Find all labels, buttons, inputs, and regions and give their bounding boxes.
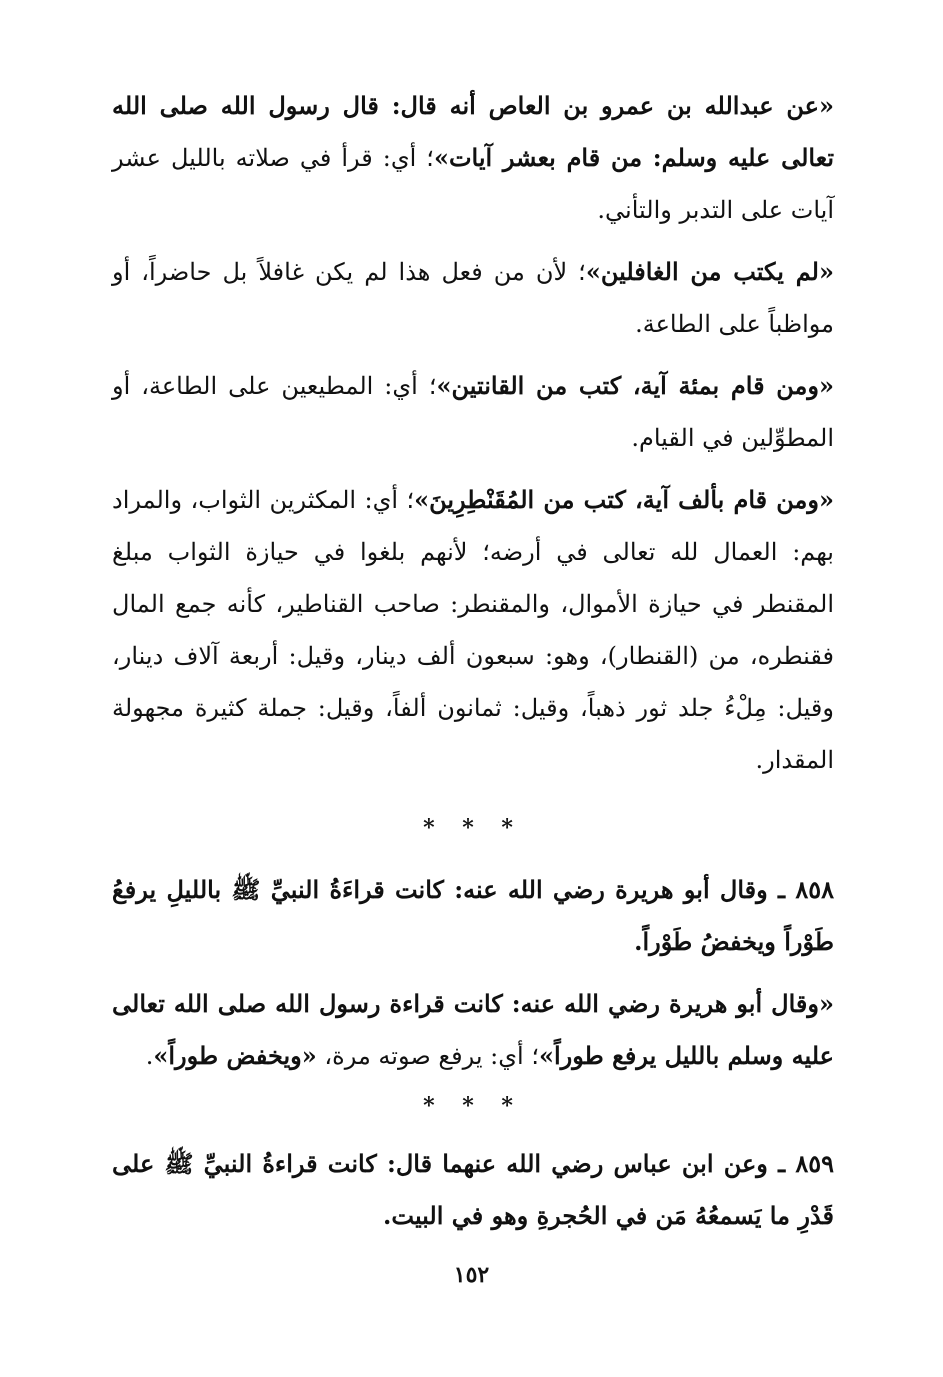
page-number: ١٥٢: [453, 1262, 490, 1288]
hadith-quote: «وقال أبو هريرة رضي الله عنه: كانت قراءة رسول الله صلى الله تعالى عليه وسلم بالليل يرفع طوراً»: [112, 989, 834, 1070]
hadith-quote: «لم يكتب من الغافلين»: [585, 257, 834, 286]
hadith-859: ٨٥٩ ـ وعن ابن عباس رضي الله عنهما قال: كانت قراءةُ النبيِّ ﷺ على قَدْرِ ما يَسمعُهُ مَن في الحُجرةِ وهو في البيت.: [112, 1149, 834, 1230]
hadith-quote: «ويخفض طوراً»: [153, 1041, 317, 1070]
commentary-text: ؛ أي: المطيعين على الطاعة، أو المطوِّلين في القيام.: [112, 372, 834, 452]
hadith-858: ٨٥٨ ـ وقال أبو هريرة رضي الله عنه: كانت قراءَةُ النبيِّ ﷺ بالليلِ يرفعُ طَوْراً ويخفضُ طَوْراً.: [112, 875, 834, 956]
paragraph-heedless: [112, 246, 834, 350]
page-body: [112, 80, 834, 1242]
hadith-quote: «ومن قام بألف آية، كتب من المُقَنْطِرِينَ»: [414, 485, 834, 514]
commentary-text: ؛ أي: يرفع صوته مرة،: [316, 1042, 539, 1070]
hadith-quote: «ومن قام بمئة آية، كتب من القانتين»: [436, 371, 835, 400]
commentary-text: ؛ لأن من فعل هذا لم يكن غافلاً بل حاضراً، أو مواظباً على الطاعة.: [112, 258, 834, 338]
section-separator: * * *: [423, 815, 523, 841]
paragraph-hundred-verses: [112, 360, 834, 464]
paragraph-thousand-verses: [112, 474, 834, 786]
commentary-text: ؛ أي: قرأ في صلاته بالليل عشر آيات على التدبر والتأني.: [112, 144, 834, 224]
hadith-quote: «عن عبدالله بن عمرو بن العاص أنه قال: قال رسول الله صلى الله تعالى عليه وسلم: من قام بعشر آيات»: [112, 91, 834, 172]
section-separator: * * *: [423, 1093, 523, 1119]
paragraph-commentary-858: [112, 978, 834, 1082]
paragraph-ten-verses: [112, 80, 834, 236]
commentary-text: .: [145, 1042, 154, 1070]
commentary-text: ؛ أي: المكثرين الثواب، والمراد بهم: العمال لله تعالى في أرضه؛ لأنهم بلغوا في حيازة الثواب مبلغ المقنطر في حيازة الأموال، والمقنطر: صاحب القناطير، كأنه جمع المال فقنطره، من (القنطار)، وهو: سبعون ألف دينار، وقيل: أربعة آلاف دينار، وقيل: مِلْءُ جلد ثور ذهباً، وقيل: ثمانون ألفاً، وقيل: جملة كثيرة مجهولة المقدار.: [112, 486, 835, 774]
